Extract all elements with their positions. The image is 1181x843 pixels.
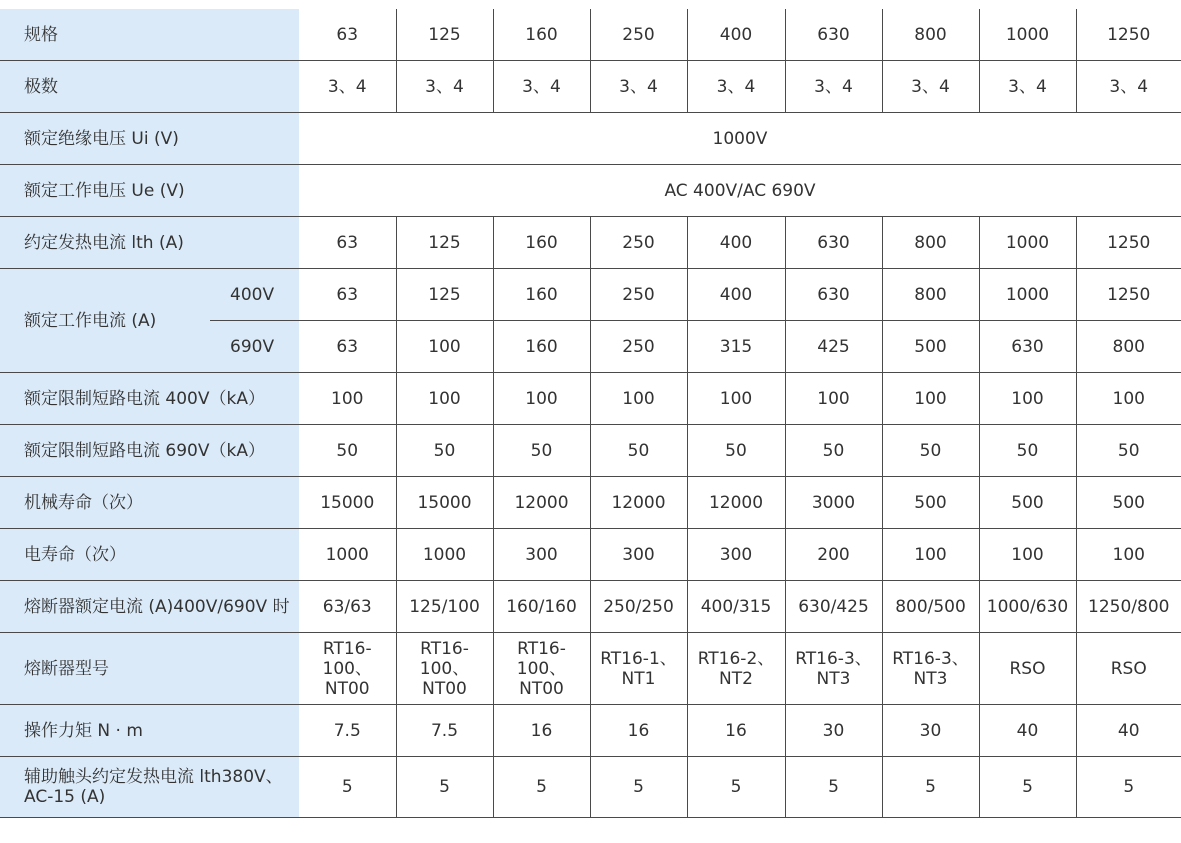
table-cell: 5 (493, 757, 590, 818)
table-cell: 630 (979, 321, 1076, 373)
table-cell: 630 (785, 269, 882, 321)
table-row (0, 165, 1181, 217)
row-label: 极数 (0, 61, 299, 113)
table-cell: 63 (299, 269, 396, 321)
table-cell: 40 (979, 705, 1076, 757)
table-row (0, 757, 1181, 818)
table-row (0, 61, 1181, 113)
table-cell: 1000/630 (979, 581, 1076, 633)
table-cell: 3、4 (590, 61, 687, 113)
table-cell: 100 (396, 321, 493, 373)
row-label: 熔断器额定电流 (A)400V/690V 时 (0, 581, 299, 633)
row-sublabel: 690V (210, 321, 299, 373)
table-cell: 300 (590, 529, 687, 581)
table-cell: 800 (882, 269, 979, 321)
table-row (0, 373, 1181, 425)
table-cell: RT16-3、 NT3 (785, 633, 882, 705)
table-cell: RT16- 100、 NT00 (493, 633, 590, 705)
row-label: 电寿命（次） (0, 529, 299, 581)
table-cell: 5 (882, 757, 979, 818)
table-cell: 7.5 (299, 705, 396, 757)
table-cell: 50 (299, 425, 396, 477)
table-cell: 250 (590, 217, 687, 269)
table-cell: RT16-1、 NT1 (590, 633, 687, 705)
merged-cell: 1000V (299, 113, 1181, 165)
table-cell: RT16- 100、 NT00 (299, 633, 396, 705)
table-cell: 5 (979, 757, 1076, 818)
table-cell: 7.5 (396, 705, 493, 757)
table-cell: 12000 (687, 477, 785, 529)
table-cell: 5 (590, 757, 687, 818)
table-cell: 500 (979, 477, 1076, 529)
row-label: 额定绝缘电压 Ui (V) (0, 113, 299, 165)
table-cell: 100 (493, 373, 590, 425)
table-row (0, 217, 1181, 269)
table-cell: 3、4 (882, 61, 979, 113)
table-row (0, 9, 1181, 61)
table-cell: RSO (1076, 633, 1181, 705)
table-cell: 160/160 (493, 581, 590, 633)
table-cell: 63 (299, 321, 396, 373)
table-cell: 315 (687, 321, 785, 373)
table-cell: RSO (979, 633, 1076, 705)
table-cell: 1000 (979, 269, 1076, 321)
table-cell: 3、4 (396, 61, 493, 113)
table-cell: 50 (1076, 425, 1181, 477)
table-cell: 1250 (1076, 217, 1181, 269)
table-cell: 125 (396, 269, 493, 321)
table-cell: 3000 (785, 477, 882, 529)
table-cell: 100 (590, 373, 687, 425)
table-cell: 400/315 (687, 581, 785, 633)
table-cell: 100 (687, 373, 785, 425)
table-cell: 3、4 (299, 61, 396, 113)
table-cell: 400 (687, 269, 785, 321)
row-label: 规格 (0, 9, 299, 61)
table-cell: 100 (785, 373, 882, 425)
table-cell: 3、4 (785, 61, 882, 113)
table-cell: 5 (396, 757, 493, 818)
table-cell: 3、4 (1076, 61, 1181, 113)
table-cell: 160 (493, 269, 590, 321)
table-cell: 12000 (590, 477, 687, 529)
table-row (0, 633, 1181, 705)
table-cell: 50 (979, 425, 1076, 477)
table-cell: 1000 (979, 9, 1076, 61)
table-cell: 100 (396, 373, 493, 425)
table-cell: 63 (299, 217, 396, 269)
table-cell: 5 (1076, 757, 1181, 818)
row-label: 机械寿命（次） (0, 477, 299, 529)
table-cell: 3、4 (687, 61, 785, 113)
table-cell: 50 (687, 425, 785, 477)
row-label: 辅助触头约定发热电流 lth380V、 AC-15 (A) (0, 757, 299, 818)
table-cell: 250 (590, 9, 687, 61)
table-cell: 100 (882, 529, 979, 581)
table-cell: 630/425 (785, 581, 882, 633)
row-label: 熔断器型号 (0, 633, 299, 705)
table-cell: 12000 (493, 477, 590, 529)
table-cell: 630 (785, 217, 882, 269)
table-cell: 1250/800 (1076, 581, 1181, 633)
table-cell: 160 (493, 9, 590, 61)
table-cell: 160 (493, 321, 590, 373)
table-cell: 5 (687, 757, 785, 818)
row-label: 额定限制短路电流 400V（kA） (0, 373, 299, 425)
table-cell: RT16- 100、 NT00 (396, 633, 493, 705)
table-cell: 100 (979, 373, 1076, 425)
table-cell: 16 (687, 705, 785, 757)
table-cell: 63 (299, 9, 396, 61)
table-row (0, 705, 1181, 757)
table-cell: 800 (882, 9, 979, 61)
table-cell: 50 (493, 425, 590, 477)
table-row (0, 113, 1181, 165)
table-cell: 800 (1076, 321, 1181, 373)
spec-table (0, 9, 1181, 818)
table-cell: 125 (396, 217, 493, 269)
table-cell: 400 (687, 9, 785, 61)
table-cell: 15000 (396, 477, 493, 529)
table-cell: 500 (1076, 477, 1181, 529)
table-cell: 1250 (1076, 269, 1181, 321)
table-cell: 1000 (396, 529, 493, 581)
row-label: 约定发热电流 lth (A) (0, 217, 299, 269)
table-cell: 100 (979, 529, 1076, 581)
table-cell: 30 (785, 705, 882, 757)
table-cell: 50 (882, 425, 979, 477)
table-cell: 40 (1076, 705, 1181, 757)
table-cell: 3、4 (493, 61, 590, 113)
table-cell: 300 (493, 529, 590, 581)
table-cell: 1250 (1076, 9, 1181, 61)
table-cell: 400 (687, 217, 785, 269)
table-cell: 5 (299, 757, 396, 818)
table-row (0, 581, 1181, 633)
table-cell: 250/250 (590, 581, 687, 633)
table-cell: 500 (882, 477, 979, 529)
table-cell: 3、4 (979, 61, 1076, 113)
table-cell: 1000 (299, 529, 396, 581)
table-cell: 125 (396, 9, 493, 61)
table-cell: 125/100 (396, 581, 493, 633)
table-cell: 1000 (979, 217, 1076, 269)
table-cell: 5 (785, 757, 882, 818)
table-row (0, 477, 1181, 529)
table-cell: 800 (882, 217, 979, 269)
table-cell: 630 (785, 9, 882, 61)
table-cell: 425 (785, 321, 882, 373)
table-cell: 300 (687, 529, 785, 581)
table-cell: 50 (785, 425, 882, 477)
table-cell: 15000 (299, 477, 396, 529)
table-cell: 160 (493, 217, 590, 269)
table-cell: 100 (299, 373, 396, 425)
table-cell: 100 (1076, 529, 1181, 581)
table-cell: 50 (590, 425, 687, 477)
merged-cell: AC 400V/AC 690V (299, 165, 1181, 217)
row-sublabel: 400V (210, 269, 299, 321)
row-label: 额定工作电压 Ue (V) (0, 165, 299, 217)
table-row (0, 529, 1181, 581)
row-label: 操作力矩 N · m (0, 705, 299, 757)
table-cell: 16 (493, 705, 590, 757)
table-cell: 16 (590, 705, 687, 757)
table-cell: 250 (590, 321, 687, 373)
table-cell: 50 (396, 425, 493, 477)
table-row (0, 269, 1181, 321)
table-cell: 500 (882, 321, 979, 373)
table-cell: 250 (590, 269, 687, 321)
row-label: 额定工作电流 (A) (0, 269, 210, 373)
table-cell: 30 (882, 705, 979, 757)
table-cell: 200 (785, 529, 882, 581)
table-cell: 800/500 (882, 581, 979, 633)
table-cell: RT16-3、 NT3 (882, 633, 979, 705)
table-cell: 63/63 (299, 581, 396, 633)
table-cell: 100 (882, 373, 979, 425)
table-cell: 100 (1076, 373, 1181, 425)
row-label: 额定限制短路电流 690V（kA） (0, 425, 299, 477)
table-cell: RT16-2、 NT2 (687, 633, 785, 705)
table-row (0, 425, 1181, 477)
